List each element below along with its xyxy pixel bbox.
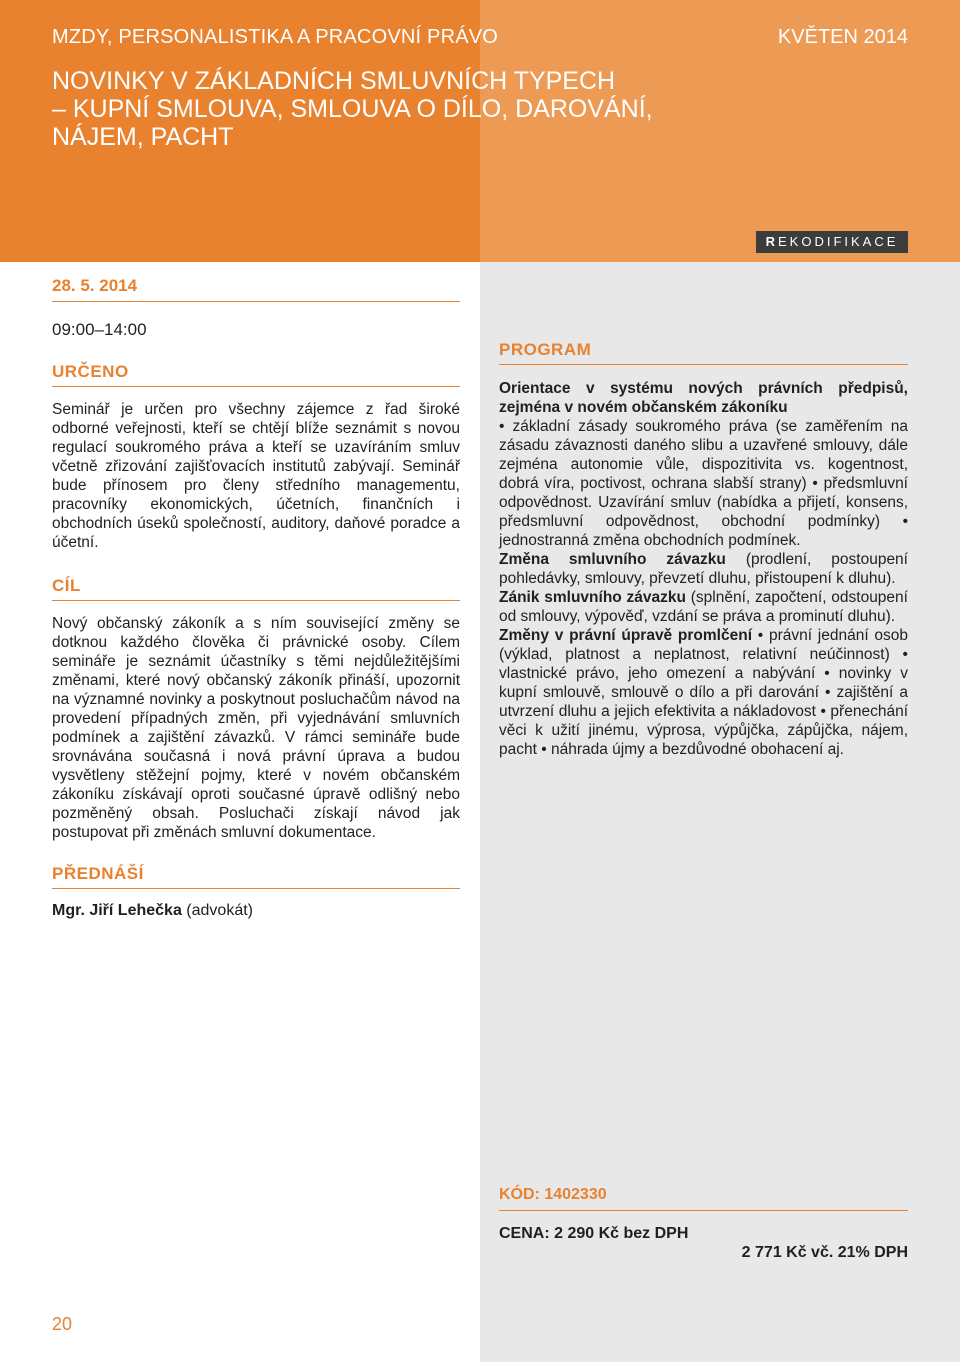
urceno-heading: URČENO bbox=[52, 362, 460, 387]
program-block-4-title: Změny v právní úpravě promlčení bbox=[499, 627, 753, 644]
program-block-1 bbox=[499, 379, 908, 550]
lecturer-name: Mgr. Jiří Lehečka bbox=[52, 902, 182, 919]
program-block-3 bbox=[499, 588, 908, 626]
issue-date: KVĚTEN 2014 bbox=[777, 26, 908, 48]
program-block-3-title: Zánik smluvního závazku bbox=[499, 589, 686, 606]
course-code: KÓD: 1402330 bbox=[499, 1186, 908, 1211]
program-heading: PROGRAM bbox=[499, 340, 908, 365]
program-block-3-text: (splnění, započtení, odstoupení od smlouvy, výpověď, vzdání se práva a prominutí dluhu). bbox=[499, 589, 908, 625]
left-column bbox=[52, 272, 460, 920]
price-block bbox=[499, 1224, 908, 1262]
program-block-2-title: Změna smluvního závazku bbox=[499, 551, 726, 568]
right-column bbox=[499, 340, 908, 759]
event-date: 28. 5. 2014 bbox=[52, 276, 460, 302]
section-label: MZDY, PERSONALISTIKA A PRACOVNÍ PRÁVO bbox=[52, 26, 499, 48]
page-title bbox=[52, 67, 772, 151]
lecturer bbox=[52, 901, 460, 920]
event-time: 09:00–14:00 bbox=[52, 320, 147, 339]
program-block-4 bbox=[499, 626, 908, 759]
program-block-1-text: • základní zásady soukromého práva (se zaměřením na zásadu závaznosti daného slibu a uzavřené smlouvy, dále zejména autonomie vůle, dispozitivita vs. kogentnost, dobrá víra, poctivost, ochrana slabší strany) • předsmluvní odpovědnost. Uzavírání smluv (nabídka a přijetí, konsens, předsmluvní odpovědnost, obchodní podmínky) • jednostranná změna obchodních podmínek. bbox=[499, 418, 908, 549]
program-block-2-text: (prodlení, postoupení pohledávky, smlouvy, převzetí dluhu, přistoupení k dluhu). bbox=[499, 551, 908, 587]
lecturer-role: (advokát) bbox=[186, 902, 253, 919]
prednasi-heading: PŘEDNÁŠÍ bbox=[52, 864, 460, 889]
title-line: – KUPNÍ SMLOUVA, SMLOUVA O DÍLO, DAROVÁNÍ, bbox=[52, 95, 653, 123]
price-without-vat: CENA: 2 290 Kč bez DPH bbox=[499, 1225, 689, 1242]
program-block-4-text: • právní jednání osob (výklad, platnost a neplatnost, relativní neúčinnost) • vlastnické právo, jeho omezení a nabývání • novinky v kupní smlouvě, smlouvě o dílo a při darování • zajištění a utvrzení dluhu a jejich efektivita a nákladovost • přenechání věci k užití jinému, výprosa, výpůjčka, zápůjčka, nájem, pacht • náhrada újmy a bezdůvodné obohacení aj. bbox=[499, 627, 908, 758]
cil-heading: CÍL bbox=[52, 576, 460, 601]
page-number: 20 bbox=[52, 1314, 73, 1334]
title-line: NOVINKY V ZÁKLADNÍCH SMLUVNÍCH TYPECH bbox=[52, 67, 616, 95]
program-block-2 bbox=[499, 550, 908, 588]
badge-text: EKODIFIKACE bbox=[777, 234, 899, 249]
cil-text: Nový občanský zákoník a s ním související změny se dotknou každého člověka či právnické osoby. Cílem semináře je seznámit účastníky s těmi nejdůležitějšími změnami, které nový občanský zákoník přináší, upozornit na významné novinky a poskytnout posluchačům návod na provedení případných změn, při vyjednávání smluvních podmínek a zajištění závazků. V rámci semináře bude srovnávána současná i nová právní úprava a budou vysvětleny stěžejní pojmy, které v novém občanském zákoníku získávají oproti současné úpravě odlišný nebo pozměněný obsah. Posluchači získají návod jak postupovat při změnách smluvní dokumentace. bbox=[52, 615, 460, 841]
program-block-1-title: Orientace v systému nových právních předpisů, zejména v novém občanském zákoníku bbox=[499, 380, 908, 416]
badge-initial: R bbox=[765, 234, 778, 249]
urceno-text: Seminář je určen pro všechny zájemce z řad široké odborné veřejnosti, kteří se chtějí blíže seznámit s novou regulací soukromého práva a kteří se uzavíráním smluv včetně zřizování zajišťovacích institutů zabývají. Seminář bude přínosem pro členy středního managementu, pracovníky ekonomických, účetních, finančních i obchodních úseků společností, auditory, daňové poradce a účetní. bbox=[52, 401, 460, 551]
price-with-vat: 2 771 Kč vč. 21% DPH bbox=[741, 1244, 908, 1261]
title-line: NÁJEM, PACHT bbox=[52, 123, 234, 151]
rekodifikace-badge bbox=[756, 231, 908, 253]
